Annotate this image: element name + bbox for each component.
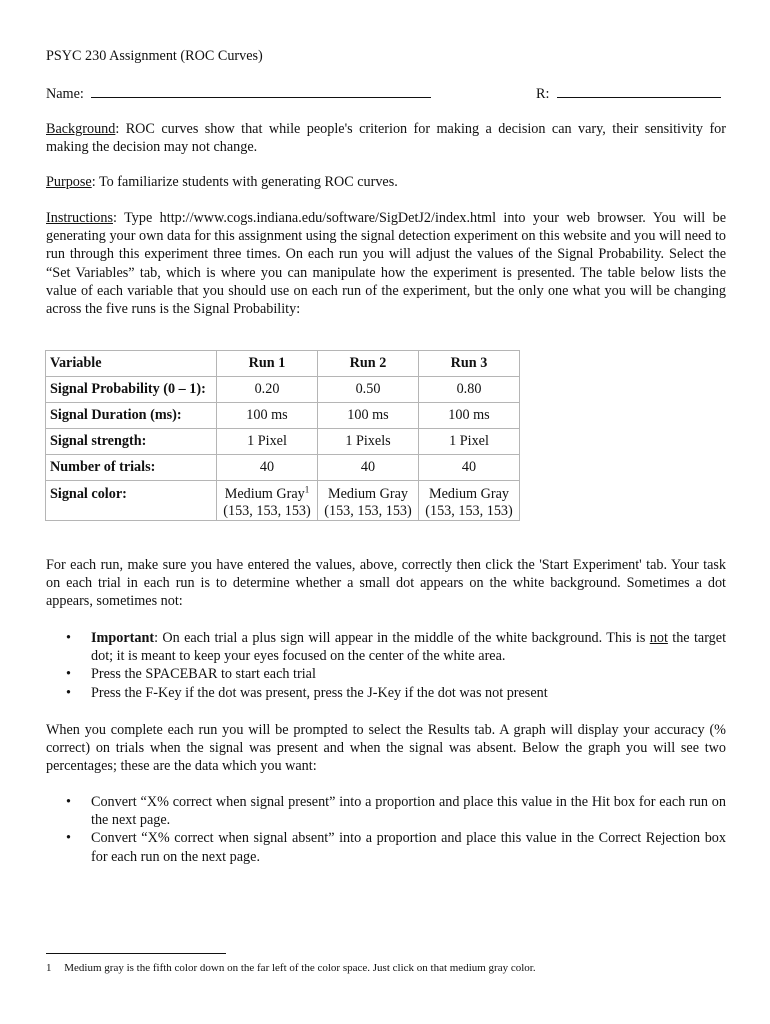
spacebar-text: Press the SPACEBAR to start each trial	[91, 666, 316, 683]
table-cell: 100 ms	[217, 403, 318, 429]
background-heading: Background	[46, 121, 116, 137]
name-label: Name:	[46, 86, 84, 102]
list-item	[46, 684, 726, 702]
row-label: Number of trials:	[46, 455, 217, 481]
table-header-cell: Run 1	[217, 351, 318, 377]
footnote-rule	[46, 953, 226, 954]
color-rgb: (153, 153, 153)	[425, 503, 513, 519]
instructions-text: : Type http://www.cogs.indiana.edu/software/SigDetJ2/index.html into your web browser. You will be generating your own data for this assignment using the signal detection experiment on this website and you will need to run through this experiment three times. On each run you will adjust the values of the Signal Probability. Select the “Set Variables” tab, which is where you can manipulate how the experiment is presented. The table below lists the value of each variable that you should use on each run of the experiment, but the only one what you will be changing across the five runs is the Signal Probability:	[46, 210, 726, 318]
table-row	[46, 481, 520, 521]
instructions-paragraph	[46, 209, 726, 318]
color-rgb: (153, 153, 153)	[223, 503, 311, 519]
row-label: Signal Probability (0 – 1):	[46, 377, 217, 403]
table-cell: 40	[318, 455, 419, 481]
table-cell	[318, 481, 419, 521]
list-item	[46, 629, 726, 665]
color-rgb: (153, 153, 153)	[324, 503, 412, 519]
name-blank	[91, 97, 431, 98]
list-item	[46, 665, 726, 683]
footnote-marker: 1	[304, 484, 310, 495]
purpose-heading: Purpose	[46, 174, 92, 190]
table-header-cell: Variable	[46, 351, 217, 377]
conversion-list	[46, 793, 726, 866]
important-label: Important	[91, 630, 155, 646]
table-cell: 1 Pixels	[318, 429, 419, 455]
each-run-paragraph: For each run, make sure you have entered the values, above, correctly then click the 'Start Experiment' tab. Your task on each trial in each run is to determine whether a small dot appears on the white background. Sometimes a dot appears, sometimes not:	[46, 557, 726, 610]
r-label: R:	[536, 86, 550, 102]
table-header-row	[46, 351, 520, 377]
table-header-cell: Run 2	[318, 351, 419, 377]
r-blank	[557, 97, 721, 98]
footnote	[46, 962, 536, 974]
table-row	[46, 403, 520, 429]
bullet-icon: •	[66, 666, 71, 683]
bullet-icon: •	[66, 630, 71, 646]
color-name: Medium Gray	[328, 486, 408, 502]
color-name: Medium Gray	[224, 486, 305, 502]
footnote-text: Medium gray is the fifth color down on the far left of the color space. Just click on that medium gray color.	[64, 962, 536, 974]
name-field	[46, 86, 431, 103]
important-text-a: : On each trial a plus sign will appear in the middle of the white background. This is	[154, 630, 650, 646]
footnote-number: 1	[46, 962, 52, 974]
instructions-heading: Instructions	[46, 210, 113, 226]
bullet-icon: •	[66, 684, 71, 701]
bullet-icon: •	[66, 830, 71, 847]
table-cell: 1 Pixel	[419, 429, 520, 455]
background-paragraph	[46, 120, 726, 156]
table-cell: 0.80	[419, 377, 520, 403]
table-cell: 0.20	[217, 377, 318, 403]
purpose-paragraph	[46, 173, 726, 191]
row-label: Signal color:	[46, 481, 217, 521]
list-item	[46, 793, 726, 829]
important-not: not	[649, 630, 668, 646]
table-cell	[419, 481, 520, 521]
table-row	[46, 377, 520, 403]
color-name: Medium Gray	[429, 486, 509, 502]
complete-paragraph: When you complete each run you will be prompted to select the Results tab. A graph will display your accuracy (% correct) on trials when the signal was present and when the signal was absent. Below the graph you will see two percentages; these are the data which you want:	[46, 722, 726, 775]
bullet-icon: •	[66, 794, 71, 810]
important-text-b: the target dot; it is meant to keep your eyes focused on the center of the white area.	[91, 630, 727, 665]
correct-rejection-conversion-text: Convert “X% correct when signal absent” into a proportion and place this value in the Correct Rejection box for each run on the next page.	[91, 830, 726, 865]
r-field	[536, 86, 721, 103]
row-label: Signal Duration (ms):	[46, 403, 217, 429]
table-row	[46, 429, 520, 455]
background-text: : ROC curves show that while people's criterion for making a decision can vary, their sensitivity for making the decision may not change.	[46, 121, 726, 156]
fkey-text: Press the F-Key if the dot was present, press the J-Key if the dot was not present	[91, 684, 548, 701]
table-cell: 0.50	[318, 377, 419, 403]
trial-instructions-list	[46, 629, 726, 702]
page-title: PSYC 230 Assignment (ROC Curves)	[46, 48, 263, 64]
list-item	[46, 829, 726, 865]
hit-conversion-text: Convert “X% correct when signal present” into a proportion and place this value in the Hit box for each run on the next page.	[91, 794, 726, 829]
table-cell: 40	[217, 455, 318, 481]
table-header-cell: Run 3	[419, 351, 520, 377]
table-cell: 1 Pixel	[217, 429, 318, 455]
purpose-text: : To familiarize students with generating ROC curves.	[91, 174, 398, 190]
row-label: Signal strength:	[46, 429, 217, 455]
variables-table	[45, 350, 520, 521]
table-cell: 40	[419, 455, 520, 481]
table-row	[46, 455, 520, 481]
table-cell: 100 ms	[419, 403, 520, 429]
table-cell: 100 ms	[318, 403, 419, 429]
table-cell	[217, 481, 318, 521]
